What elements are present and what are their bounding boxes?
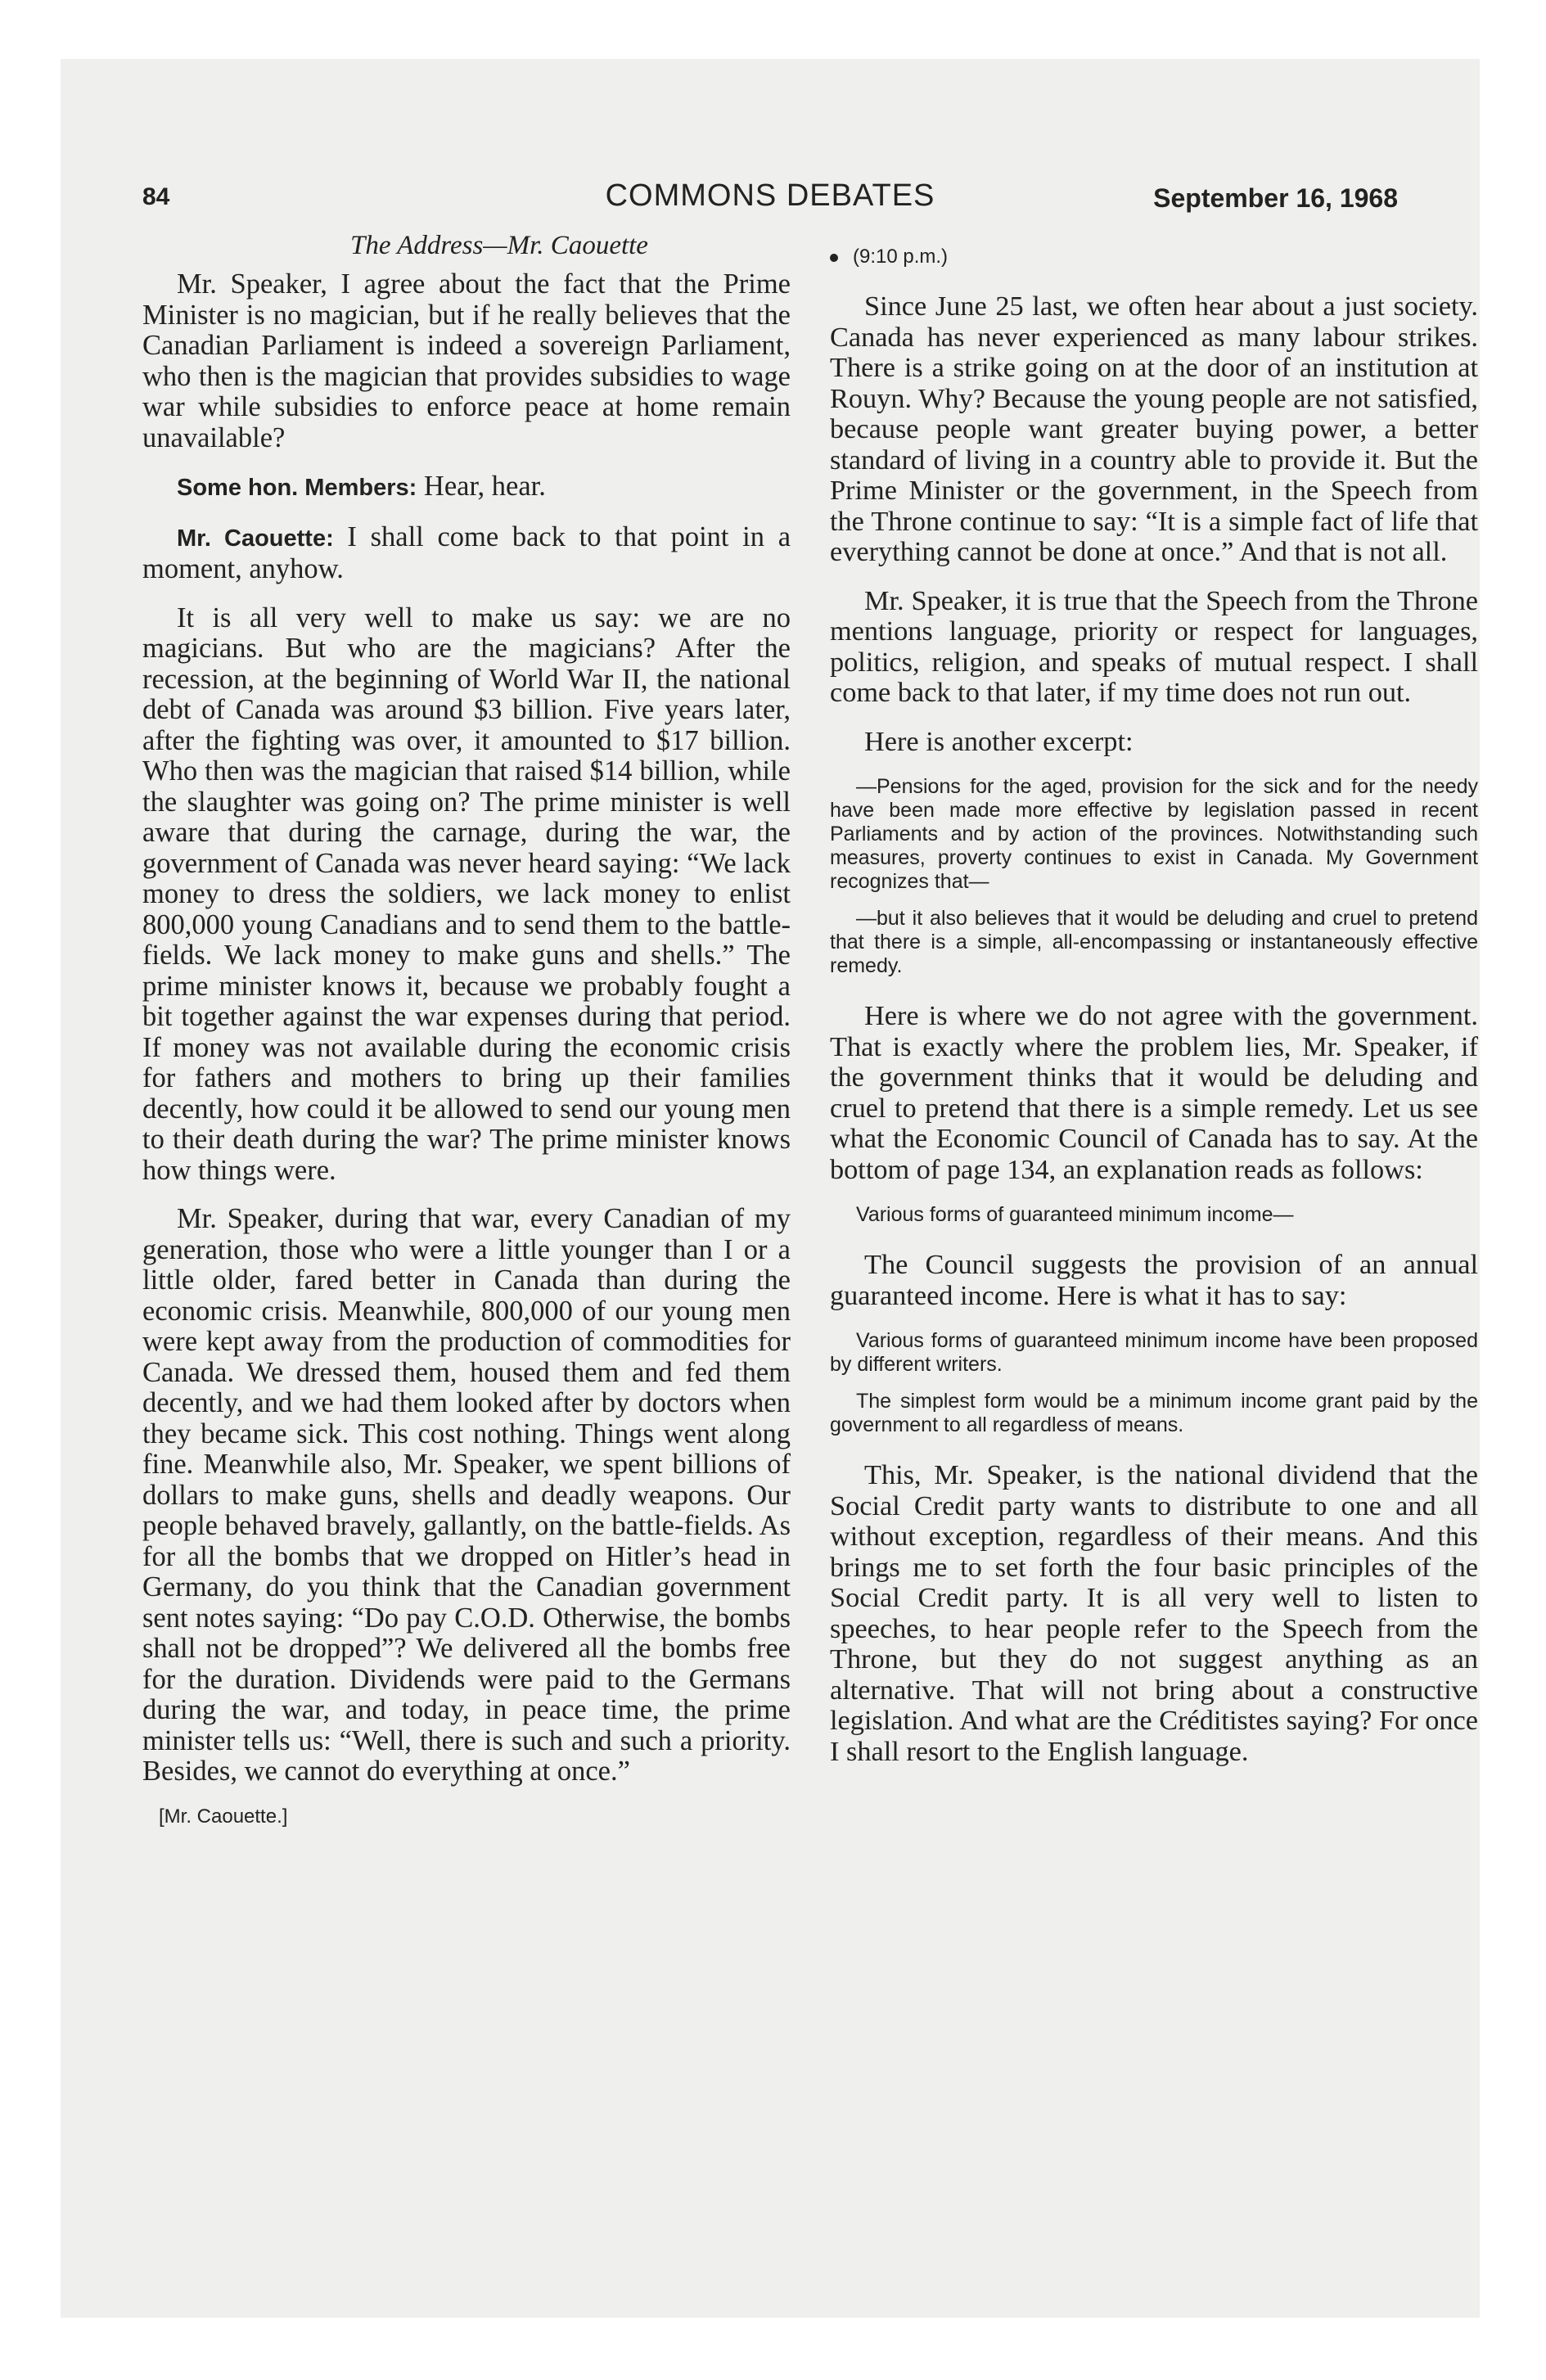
paragraph: Since June 25 last, we often hear about a just society. Canada has never experienced as many labour strikes. There is a strike going on at the door of an institution at Rouyn. Why? Because the young people are not satisfied, because people want greater buying power, a better standard of living in a country able to provide it. But the Prime Minister or the government, in the Speech from the Throne continue to say: “It is a simple fact of life that everything cannot be done at once.” And that is not all.	[830, 291, 1478, 567]
speaker-text: I shall come back to that point in a moment, anyhow.	[142, 521, 791, 584]
paragraph: The Council suggests the provision of an annual guaranteed income. Here is what it has to say:	[830, 1249, 1478, 1311]
paragraph: Mr. Speaker, during that war, every Canadian of my generation, those who were a little younger than I or a little older, fared better in Canada than during the economic crisis. Meanwhile, 800,000 of our young men were kept away from the production of commodities for Canada. We dressed them, housed them and fed them decently, and we had them looked after by doctors when they became sick. This cost nothing. Things went along fine. Meanwhile also, Mr. Speaker, we spent billions of dollars to make guns, shells and deadly weapons. Our people behaved bravely, gallantly, on the battle-fields. As for all the bombs that we dropped on Hitler’s head in Germany, do you think that the Canadian government sent notes saying: “Do pay C.O.D. Otherwise, the bombs shall not be dropped”? We delivered all the bombs free for the duration. Dividends were paid to the Germans during the war, and today, in peace time, the prime minister tells us: “Well, there is such and such a priority. Besides, we cannot do everything at once.”	[142, 1203, 791, 1787]
paragraph: Mr. Speaker, I agree about the fact that the Prime Minister is no magician, but if he really believes that the Canadian Parliament is indeed a sovereign Parliament, who then is the magician that provides subsidies to wage war while subsidies to enforce peace at home remain unavailable?	[142, 268, 791, 453]
time-stamp	[830, 246, 1478, 268]
page-header	[142, 174, 1398, 223]
scanned-page	[61, 59, 1480, 2318]
time-text: (9:10 p.m.)	[853, 246, 949, 268]
left-column	[142, 231, 791, 1828]
right-column	[830, 246, 1478, 1785]
page-number: 84	[142, 183, 170, 210]
quotation: Various forms of guaranteed minimum income have been proposed by different writers.	[830, 1329, 1478, 1376]
quotation: Various forms of guaranteed minimum income—	[856, 1203, 1294, 1226]
speaker-label: Some hon. Members:	[177, 475, 417, 501]
speaker-label: Mr. Caouette:	[177, 525, 334, 552]
quotation: —but it also believes that it would be deluding and cruel to pretend that there is a simple, all-encompassing or instantaneously effective remedy.	[830, 907, 1478, 977]
paragraph: Mr. Speaker, it is true that the Speech from the Throne mentions language, priority or respect for languages, politics, religion, and speaks of mutual respect. I shall come back to that later, if my time does not run out.	[830, 584, 1478, 708]
speaker-tag: [Mr. Caouette.]	[159, 1805, 288, 1828]
page-date: September 16, 1968	[1153, 183, 1398, 213]
paragraph: It is all very well to make us say: we are no magicians. But who are the magicians? After the recession, at the beginning of World War II, the national debt of Canada was around $3 billion. Five years later, after the fighting was over, it amounted to $17 billion. Who then was the magician that raised $14 billion, while the slaughter was going on? The prime minister is well aware that during the carnage, during the war, the government of Canada was never heard saying: “We lack money to dress the soldiers, we lack money to enlist 800,000 young Canadians and to send them to the battle-fields. We lack money to make guns and shells.” The prime minister knows it, because we probably fought a bit together against the war expenses during that period. If money was not available during the economic crisis for fathers and mothers to bring up their families decently, how could it be allowed to send our young men to their death during the war? The prime minister knows how things were.	[142, 602, 791, 1186]
quotation: The simplest form would be a minimum income grant paid by the government to all regardless of means.	[830, 1390, 1478, 1436]
bullet-icon	[830, 254, 838, 262]
quotation: —Pensions for the aged, provision for the sick and for the needy have been made more effective by legislation passed in recent Parliaments and by action of the provinces. Notwithstanding such measures, proverty continues to exist in Canada. My Government recognizes that—	[830, 775, 1478, 893]
paragraph: Here is another excerpt:	[864, 725, 1134, 757]
paragraph	[142, 471, 791, 504]
paragraph: This, Mr. Speaker, is the national dividend that the Social Credit party wants to distribute to one and all without exception, regardless of their means. And this brings me to set forth the four basic principles of the Social Credit party. It is all very well to listen to speeches, to hear people refer to the Speech from the Throne, but they do not suggest anything as an alternative. That will not bring about a constructive legislation. And what are the Créditistes saying? For once I shall resort to the English language.	[830, 1459, 1478, 1767]
paragraph	[142, 522, 791, 585]
paragraph: Here is where we do not agree with the government. That is exactly where the problem lies, Mr. Speaker, if the government thinks that it would be deluding and cruel to pretend that there is a simple remedy. Let us see what the Economic Council of Canada has to say. At the bottom of page 134, an explanation reads as follows:	[830, 1000, 1478, 1185]
section-subhead: The Address—Mr. Caouette	[350, 231, 648, 260]
speaker-text: Hear, hear.	[417, 471, 546, 502]
publication-title: COMMONS DEBATES	[605, 178, 935, 213]
